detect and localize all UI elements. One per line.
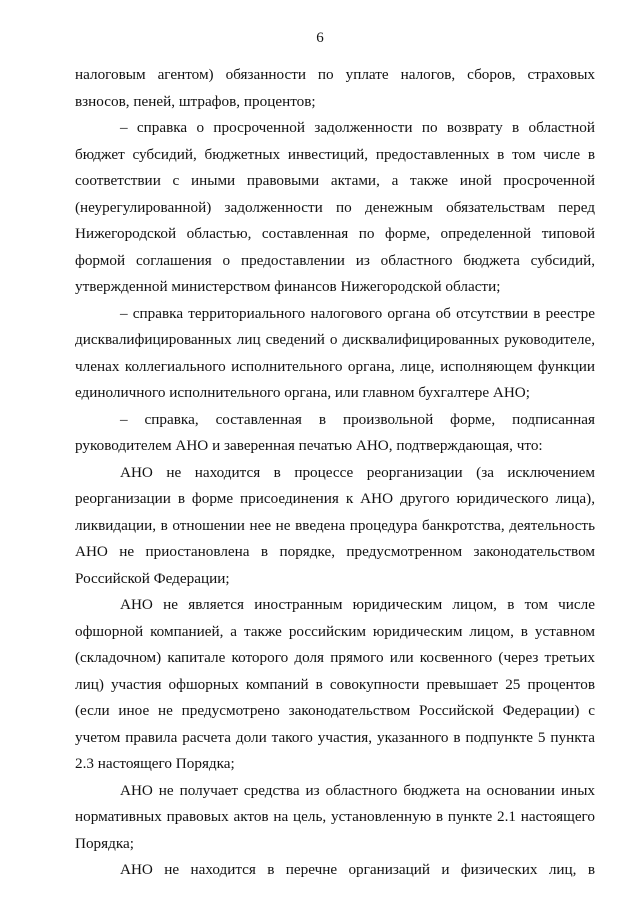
paragraph-not-foreign-entity: АНО не является иностранным юридическим лицом, в том числе офшорной компанией, а также российским юридическим лицом, в уставном (складочном) капитале которого доля прямого или косвенного (через третьих лиц) участия офшорных компаний в совокупности превышает 25 процентов (если иное не предусмотрено законодательством Российской Федерации) с учетом правила расчета доли такого участия, указанного в подпункте 5 пункта 2.3 настоящего Порядка; [75, 596, 595, 772]
paragraph-arbitrary-form-certificate: – справка, составленная в произвольной форме, подписанная руководителем АНО и заверенная печатью АНО, подтверждающая, что: [75, 410, 595, 454]
paragraph-no-reorganization: АНО не находится в процессе реорганизации (за исключением реорганизации в форме присоединения к АНО другого юридического лица), ликвидации, в отношении нее не введена процедура банкротства, деятельность АНО не приостановлена в порядке, предусмотренном законодательством Российской Федерации; [75, 463, 595, 587]
paragraph-overdue-debt-certificate: – справка о просроченной задолженности по возврату в областной бюджет субсидий, бюджетных инвестиций, предоставленных в том числе в соответствии с иными правовыми актами, а также иной просроченной (неурегулированной) задолженности по денежным обязательствам перед Нижегородской областью, составленная по форме, определенной типовой формой соглашения о предоставлении из областного бюджета субсидий, утвержденной министерством финансов Нижегородской области; [75, 119, 595, 295]
paragraph-tax-obligations-end: налоговым агентом) обязанности по уплате налогов, сборов, страховых взносов, пеней, штрафов, процентов; [75, 66, 595, 110]
document-body [75, 62, 595, 884]
page-number: 6 [316, 30, 324, 46]
paragraph-disqualified-persons-certificate: – справка территориального налогового органа об отсутствии в реестре дисквалифицированных лиц сведений о дисквалифицированных руководителе, членах коллегиального исполнительного органа, лице, исполняющем функции единоличного исполнительного органа, или главном бухгалтере АНО; [75, 304, 595, 401]
paragraph-no-other-budget-funds: АНО не получает средства из областного бюджета на основании иных нормативных правовых актов на цель, установленную в пункте 2.1 настоящего Порядка; [75, 781, 595, 852]
paragraph-not-in-list: АНО не находится в перечне организаций и физических лиц, в [120, 861, 595, 878]
